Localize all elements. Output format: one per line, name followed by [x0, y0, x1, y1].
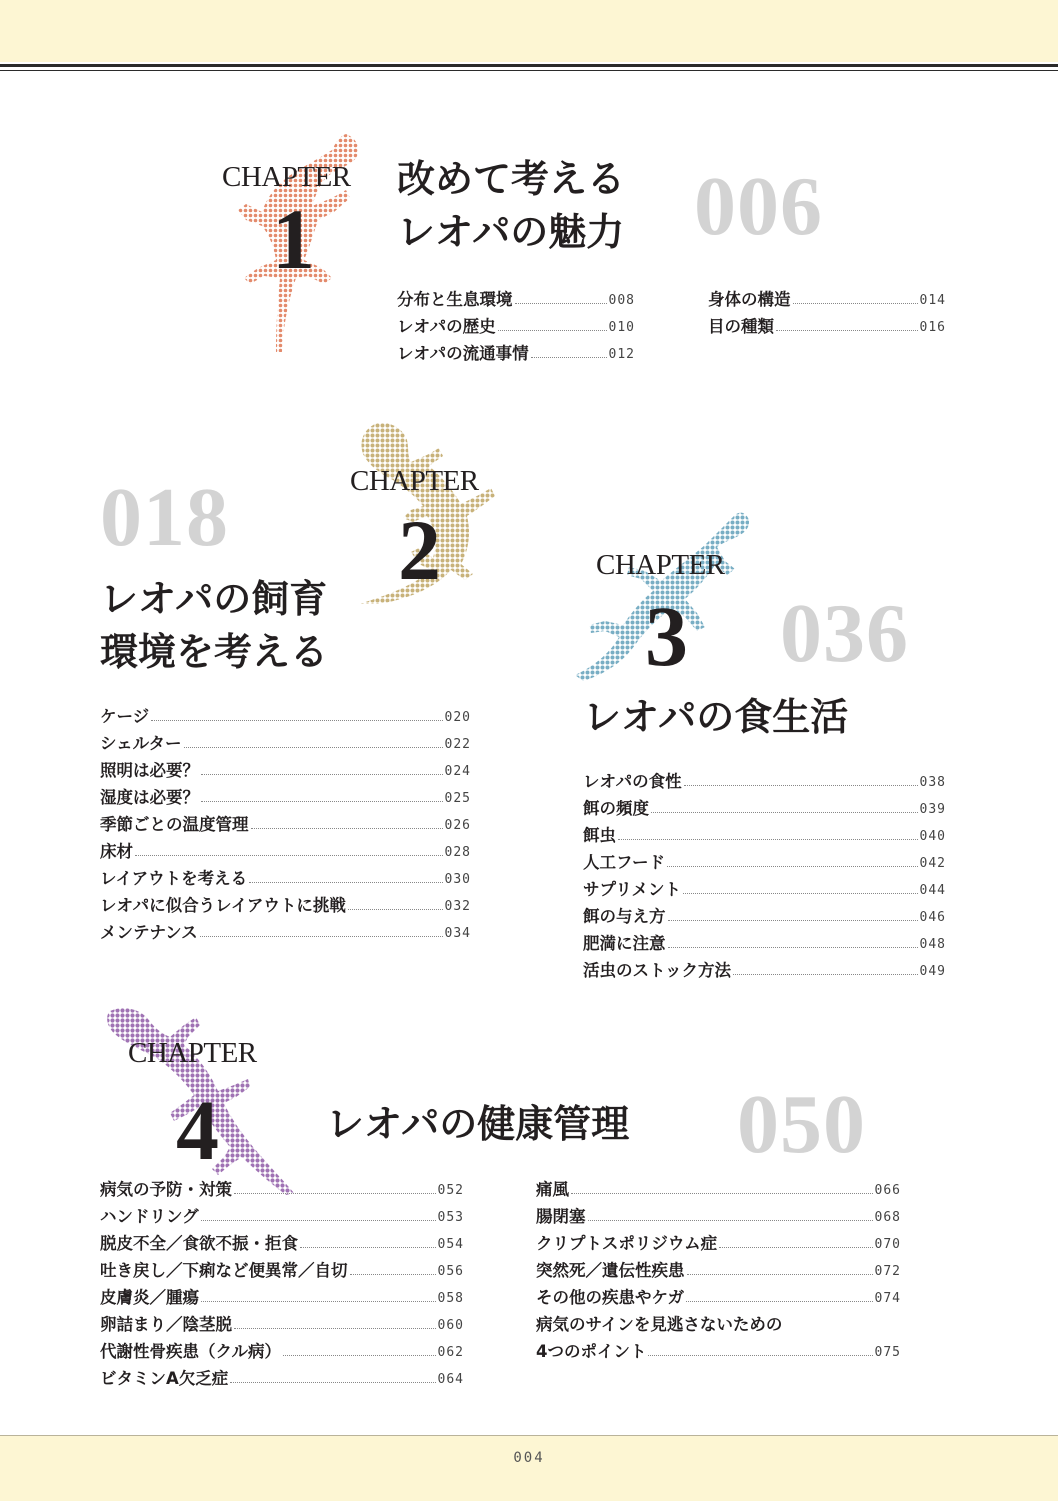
chapter-label: CHAPTER [128, 1037, 257, 1069]
toc-entry-page: 024 [444, 764, 471, 779]
toc-entry[interactable] [536, 1308, 901, 1335]
toc-entry[interactable] [583, 765, 946, 792]
toc-entry[interactable] [583, 819, 946, 846]
toc-entry[interactable] [536, 1173, 901, 1200]
chapter-label: CHAPTER [350, 465, 479, 497]
toc-entry[interactable] [397, 337, 635, 364]
header-band [0, 0, 1058, 62]
toc-entry[interactable] [397, 310, 635, 337]
toc-list [397, 283, 635, 364]
toc-entry-page: 032 [444, 899, 471, 914]
toc-entry-page: 070 [874, 1237, 901, 1252]
leader-dots [686, 1301, 872, 1302]
toc-entry-label: 卵詰まり／陰茎脱 [100, 1315, 232, 1334]
toc-entry-page: 062 [437, 1345, 464, 1360]
toc-entry[interactable] [708, 283, 946, 310]
toc-entry[interactable] [100, 754, 471, 781]
toc-entry-page: 022 [444, 737, 471, 752]
toc-entry-label: 脱皮不全／食欲不振・拒食 [100, 1234, 298, 1253]
leader-dots [733, 974, 918, 975]
leader-dots [234, 1193, 436, 1194]
toc-entry-label: 分布と生息環境 [397, 290, 513, 309]
toc-list [583, 765, 946, 981]
toc-entry-label: 病気の予防・対策 [100, 1180, 232, 1199]
toc-entry-page: 064 [437, 1372, 464, 1387]
toc-entry[interactable] [100, 700, 471, 727]
leader-dots [348, 909, 443, 910]
toc-entry-page: 012 [608, 347, 635, 362]
toc-entry-label: サプリメント [583, 880, 682, 899]
toc-entry[interactable] [708, 310, 946, 337]
leader-dots [201, 1220, 436, 1221]
leader-dots [793, 303, 918, 304]
leader-dots [776, 330, 918, 331]
toc-entry[interactable] [583, 927, 946, 954]
toc-entry[interactable] [100, 727, 471, 754]
leader-dots [184, 747, 443, 748]
chapter-number: 1 [272, 191, 315, 287]
chapter-title-line: 改めて考える [397, 156, 626, 201]
toc-entry-label: レオパに似合うレイアウトに挑戦 [100, 896, 346, 915]
toc-entry-page: 049 [919, 964, 946, 979]
chapter-number: 2 [398, 502, 441, 598]
toc-entry-page: 026 [444, 818, 471, 833]
toc-entry[interactable] [583, 954, 946, 981]
toc-entry[interactable] [397, 283, 635, 310]
toc-entry-label: 代謝性骨疾患（クル病） [100, 1342, 282, 1361]
toc-entry-label: レオパの流通事情 [397, 344, 529, 363]
toc-list [100, 700, 471, 943]
header-rule [0, 64, 1058, 67]
chapter-title [326, 1097, 629, 1150]
leader-dots [234, 1328, 436, 1329]
leader-dots [201, 801, 443, 802]
toc-entry[interactable] [100, 835, 471, 862]
toc-entry[interactable] [100, 1308, 464, 1335]
toc-entry[interactable] [100, 1227, 464, 1254]
chapter-title-line: レオパの健康管理 [326, 1101, 630, 1146]
leader-dots [648, 1355, 872, 1356]
leader-dots [719, 1247, 872, 1248]
toc-entry-page: 058 [437, 1291, 464, 1306]
toc-entry[interactable] [536, 1254, 901, 1281]
toc-entry-page: 044 [919, 883, 946, 898]
toc-entry[interactable] [583, 846, 946, 873]
leader-dots [201, 774, 443, 775]
toc-entry-page: 053 [437, 1210, 464, 1225]
leader-dots [200, 936, 443, 937]
toc-entry-label: 餌の与え方 [583, 907, 666, 926]
chapter-title [583, 690, 848, 743]
toc-entry-page: 010 [608, 320, 635, 335]
toc-entry[interactable] [536, 1200, 901, 1227]
toc-entry-page: 040 [919, 829, 946, 844]
leader-dots [667, 866, 918, 867]
toc-entry-label: レオパの歴史 [397, 317, 496, 336]
leader-dots [300, 1247, 436, 1248]
toc-entry-label: シェルター [100, 734, 182, 753]
toc-entry-label: 病気のサインを見逃さないための [536, 1315, 783, 1334]
toc-entry-page: 016 [919, 320, 946, 335]
toc-entry[interactable] [583, 900, 946, 927]
toc-entry[interactable] [100, 1281, 464, 1308]
toc-entry-label: 痛風 [536, 1180, 569, 1199]
chapter-title-line: レオパの食生活 [583, 694, 849, 739]
toc-entry-page: 074 [874, 1291, 901, 1306]
leader-dots [201, 1301, 436, 1302]
leader-dots [668, 947, 918, 948]
toc-entry-label: 照明は必要？ [100, 761, 199, 780]
toc-entry-label: 腸閉塞 [536, 1207, 586, 1226]
toc-entry-label: メンテナンス [100, 923, 198, 942]
toc-entry-label: 皮膚炎／腫瘍 [100, 1288, 199, 1307]
toc-entry[interactable] [100, 889, 471, 916]
toc-entry-page: 056 [437, 1264, 464, 1279]
toc-entry[interactable] [100, 781, 471, 808]
leader-dots [251, 828, 443, 829]
toc-entry-page: 048 [919, 937, 946, 952]
toc-entry-page: 052 [437, 1183, 464, 1198]
toc-entry-label: 人工フード [583, 853, 666, 872]
leader-dots [683, 893, 918, 894]
toc-entry-page: 025 [444, 791, 471, 806]
toc-entry-label: レオパの食性 [583, 772, 682, 791]
toc-entry-label: 吐き戻し／下痢など便異常／自切 [100, 1261, 348, 1280]
toc-entry-page: 028 [444, 845, 471, 860]
chapter-start-page: 018 [100, 471, 229, 564]
toc-entry-label: ビタミンA欠乏症 [100, 1369, 229, 1388]
chapter-title-line: レオパの飼育 [100, 576, 328, 621]
toc-entry-page: 068 [874, 1210, 901, 1225]
toc-entry[interactable] [100, 1173, 464, 1200]
leader-dots [135, 855, 443, 856]
toc-entry-page: 042 [919, 856, 946, 871]
leader-dots [571, 1193, 873, 1194]
leader-dots [618, 839, 918, 840]
toc-entry-page: 030 [444, 872, 471, 887]
toc-entry[interactable] [100, 1362, 464, 1389]
toc-entry-label: 季節ごとの温度管理 [100, 815, 249, 834]
leader-dots [230, 1382, 435, 1383]
toc-entry-page: 054 [437, 1237, 464, 1252]
toc-entry[interactable] [100, 1335, 464, 1362]
toc-entry-label: 肥満に注意 [583, 934, 666, 953]
toc-entry-label: 目の種類 [708, 317, 774, 336]
toc-entry-label: クリプトスポリジウム症 [536, 1234, 718, 1253]
chapter-start-page: 006 [694, 160, 823, 253]
toc-entry[interactable] [536, 1335, 901, 1362]
toc-entry-page: 060 [437, 1318, 464, 1333]
toc-entry[interactable] [536, 1281, 901, 1308]
toc-entry-label: その他の疾患やケガ [536, 1288, 685, 1307]
toc-entry[interactable] [100, 916, 471, 943]
toc-entry[interactable] [100, 862, 471, 889]
leader-dots [515, 303, 607, 304]
chapter-start-page: 036 [780, 587, 909, 680]
toc-entry-label: ハンドリング [100, 1207, 199, 1226]
leader-dots [249, 882, 442, 883]
leader-dots [498, 330, 607, 331]
header-rule-thin [0, 70, 1058, 71]
chapter-number: 4 [176, 1082, 219, 1178]
toc-entry-page: 039 [919, 802, 946, 817]
toc-entry-page: 034 [444, 926, 471, 941]
toc-list [536, 1173, 901, 1362]
leader-dots [151, 720, 442, 721]
toc-entry-label: 餌虫 [583, 826, 616, 845]
toc-entry[interactable] [583, 792, 946, 819]
toc-list [100, 1173, 464, 1389]
chapter-title [100, 572, 328, 678]
chapter-label: CHAPTER [222, 161, 351, 193]
toc-entry-page: 038 [919, 775, 946, 790]
chapter-label: CHAPTER [596, 549, 725, 581]
toc-list [708, 283, 946, 337]
toc-entry-label: 身体の構造 [708, 290, 791, 309]
chapter-title-line: 環境を考える [100, 629, 329, 675]
leader-dots [684, 785, 918, 786]
toc-entry-page: 066 [874, 1183, 901, 1198]
toc-entry[interactable] [536, 1227, 901, 1254]
toc-entry-label: 床材 [100, 842, 133, 861]
toc-entry[interactable] [100, 1200, 464, 1227]
toc-entry[interactable] [100, 1254, 464, 1281]
chapter-number: 3 [645, 588, 688, 684]
toc-entry-label: 湿度は必要？ [100, 788, 199, 807]
leader-dots [668, 920, 918, 921]
toc-entry-page: 075 [874, 1345, 901, 1360]
toc-entry-page: 020 [444, 710, 471, 725]
toc-entry-page: 014 [919, 293, 946, 308]
page-number: 004 [513, 1450, 545, 1466]
toc-entry-label: 4つのポイント [536, 1342, 647, 1361]
chapter-start-page: 050 [737, 1078, 866, 1171]
leader-dots [651, 812, 918, 813]
footer-band [0, 1435, 1058, 1501]
toc-entry-label: レイアウトを考える [100, 869, 248, 888]
chapter-title [397, 152, 625, 258]
toc-entry-label: 活虫のストック方法 [583, 961, 732, 980]
toc-entry-page: 008 [608, 293, 635, 308]
chapter-title-line: レオパの魅力 [397, 209, 625, 255]
leader-dots [588, 1220, 873, 1221]
leader-dots [531, 357, 607, 358]
toc-entry-label: ケージ [100, 707, 150, 726]
leader-dots [350, 1274, 436, 1275]
leader-dots [687, 1274, 873, 1275]
toc-entry[interactable] [583, 873, 946, 900]
toc-entry-page: 072 [874, 1264, 901, 1279]
toc-entry-page: 046 [919, 910, 946, 925]
toc-entry[interactable] [100, 808, 471, 835]
toc-entry-label: 餌の頻度 [583, 799, 649, 818]
toc-entry-label: 突然死／遺伝性疾患 [536, 1261, 685, 1280]
leader-dots [283, 1355, 436, 1356]
